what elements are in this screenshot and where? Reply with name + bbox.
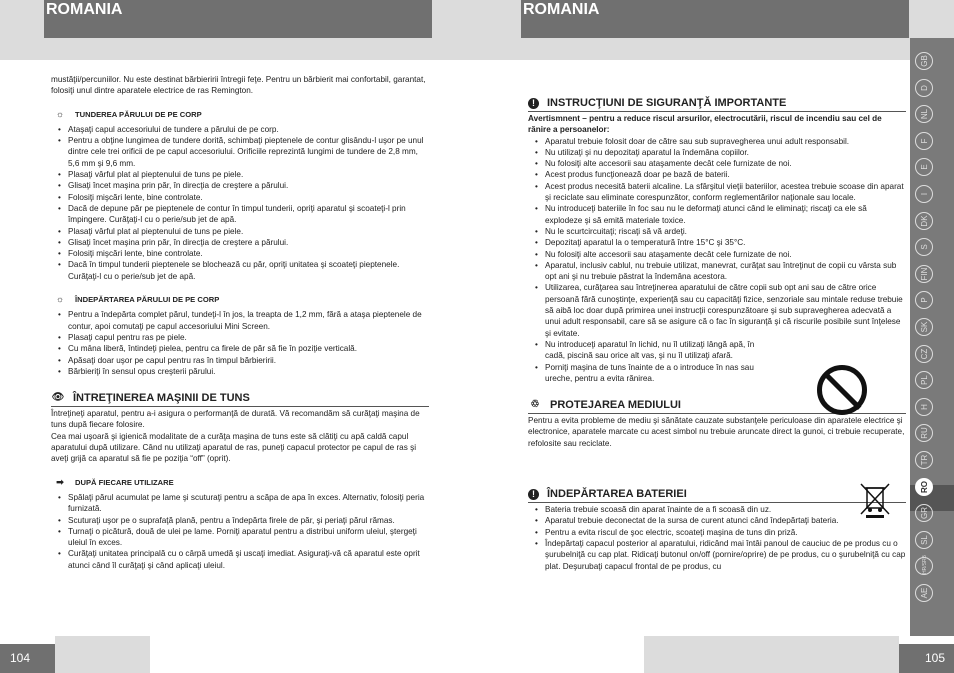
list-item: • Scuturaţi uşor pe o suprafaţă plană, pentru a îndepărta firele de păr, şi periaţi părul rămas.	[51, 515, 429, 526]
list-item: • Nu folosiţi alte accesorii sau ataşamente decât cele furnizate de noi.	[528, 158, 906, 169]
list-item: • Ataşaţi capul accesoriului de tundere a părului de pe corp.	[51, 124, 429, 135]
right-header: ROMANIA	[521, 0, 909, 38]
list-item: • Aparatul trebuie deconectat de la sursa de curent atunci când îndepărtaţi bateria.	[528, 515, 906, 526]
battery-heading: ! ÎNDEPĂRTAREA BATERIEI	[528, 487, 906, 503]
list-item: • Îndepărtaţi capacul posterior al aparatului, ridicând mai întâi panoul de cauciuc de pe produs cu o şurubelniţă cu cap plat. Ridicaţi butonul on/off (pornire/oprire) de pe produs, cu o şurubelniţă cu cap plat. Deşurubaţi capacul frontal de pe produs, cu	[528, 538, 906, 572]
left-header: ROMANIA	[44, 0, 432, 38]
list-item: • Pentru a îndepărta complet părul, tundeţi-l în jos, la treapta de 1,2 mm, fără a ataşa pieptenele de contur, apoi comutaţi pe capul accesoriului Mini Screen.	[51, 309, 429, 332]
list-item: • Pentru a evita riscul de şoc electric, scoateţi maşina de tuns din priză.	[528, 527, 906, 538]
list-item: • Turnaţi o picătură, două de ulei pe lame. Porniţi aparatul pentru a distribui uniform uleiul, ştergeţi uleiul în exces.	[51, 526, 429, 549]
warning-text: Avertismnent – pentru a reduce riscul arsurilor, electrocutării, riscul de incendiu sau cel de rănire a persoanelor:	[528, 114, 882, 135]
after-use-list	[51, 492, 429, 571]
eye-icon: 👁	[51, 392, 65, 404]
warning-icon: !	[528, 489, 539, 500]
language-fin-tab[interactable]: FIN	[915, 265, 933, 283]
maintenance-text-1: Întreţineţi aparatul, pentru a-i asigura o performanţă de durată. Vă recomandăm să curăţaţi maşina de tuns după fiecare folosire.	[51, 409, 420, 430]
list-item: • Glisaţi încet maşina prin păr, în direcţia de creştere a părului.	[51, 237, 429, 248]
remove-subtitle: ☼ ÎNDEPĂRTAREA PĂRULUI DE PE CORP	[51, 294, 429, 305]
list-item: • Folosiţi mişcări lente, bine controlate.	[51, 192, 429, 203]
language-p-tab[interactable]: P	[915, 291, 933, 309]
list-item: • Dacă de depune păr pe pieptenele de contur în timpul tunderii, opriţi aparatul şi scoateţi-l prin împingere. Curăţaţi-l cu o perie/sub jet de apă.	[51, 203, 429, 226]
list-item: • Acest produs necesită baterii alcaline. La sfârşitul vieţii bateriilor, acestea trebuie scoase din aparat şi reciclate sau eliminate corespunzător, conform reglementărilor naţionale sau locale.	[528, 181, 906, 204]
list-item: • Utilizarea, curăţarea sau întreţinerea aparatului de către copii sub opt ani sau de către orice persoană fără cunoştinţe, experienţă sau cu capacităţi fizice, senzoriale sau mintale reduse trebuie să aibă loc doar după primirea unei instrucţii corespunzătoare şi sub supravegherea adecvată a unui adult responsabil, care să se asigure că o fac în siguranţă şi că riscurile posibile sunt înţelese şi evitate.	[528, 282, 906, 338]
list-item: • Curăţaţi unitatea principală cu o cârpă umedă şi uscaţi imediat. Asiguraţi-vă că aparatul este oprit atunci când îl curăţaţi şi când aplicaţi uleiul.	[51, 548, 429, 571]
list-item: • Plasaţi vârful plat al pieptenului de tuns pe piele.	[51, 226, 429, 237]
list-item: • Depozitaţi aparatul la o temperatură între 15°C şi 35°C.	[528, 237, 906, 248]
maintenance-text-2: Cea mai uşoară şi igienică modalitate de a curăţa maşina de tuns este să clătiţi cu apă caldă capul aparatului după utilizare. Când nu utilizaţi aparatul de ras, puneţi capacul protector pe capul de ras şi aveţi grijă ca aparatul să fie pe poziţia “off” (oprit).	[51, 431, 417, 464]
list-item: • Spălaţi părul acumulat pe lame şi scuturaţi pentru a scăpa de apa în exces. Alternativ, folosiţi peria furnizată.	[51, 492, 429, 515]
language-e-tab[interactable]: E	[915, 158, 933, 176]
language-gr-tab[interactable]: GR	[915, 504, 933, 522]
list-item: • Cu mâna liberă, întindeţi pielea, pentru ca firele de păr să fie în poziţie verticală.	[51, 343, 429, 354]
list-item: • Folosiţi mişcări lente, bine controlate.	[51, 248, 429, 259]
battery-list	[528, 504, 906, 572]
arrow-right-icon: ➡	[56, 476, 64, 487]
safety-list	[528, 136, 906, 385]
language-f-tab[interactable]: F	[915, 132, 933, 150]
list-item: • Apăsaţi doar uşor pe capul pentru ras în timpul bărbieririi.	[51, 355, 429, 366]
after-use-subtitle: ➡ DUPĂ FIECARE UTILIZARE	[51, 477, 429, 488]
list-item: • Nu le scurtcircuitaţi; riscaţi să vă ardeţi.	[528, 226, 906, 237]
list-item: • Aparatul, inclusiv cablul, nu trebuie utilizat, manevrat, curăţat sau întreţinut de copii cu vârsta sub opt ani şi nu trebuie păstrat la îndemâna acestora.	[528, 260, 906, 283]
trim-list	[51, 124, 429, 282]
footer-band-right	[644, 636, 899, 673]
language-sl-tab[interactable]: SL	[915, 531, 933, 549]
page-number-right: 105	[899, 644, 954, 673]
warning-icon: !	[528, 98, 539, 109]
list-item: • Pentru a obţine lungimea de tundere dorită, schimbaţi pieptenele de contur glisându-l uşor pe unul dintre cele trei orificii de pe capul accesoriului. Orificiile reprezintă lungimi de tundere de 2,8 mm, 5,6 mm şi 9,6 mm.	[51, 135, 429, 169]
trim-subtitle: ☼ TUNDEREA PĂRULUI DE PE CORP	[51, 109, 429, 120]
maintenance-heading: 👁 ÎNTREŢINEREA MAŞINII DE TUNS	[51, 391, 429, 407]
list-item: • Bateria trebuie scoasă din aparat înainte de a fi scoasă din uz.	[528, 504, 906, 515]
language-i-tab[interactable]: I	[915, 185, 933, 203]
crossed-bin-icon	[858, 480, 892, 518]
language-ru-tab[interactable]: RU	[915, 424, 933, 442]
language-dk-tab[interactable]: DK	[915, 212, 933, 230]
language-cz-tab[interactable]: CZ	[915, 345, 933, 363]
language-nl-tab[interactable]: NL	[915, 105, 933, 123]
intro-text: mustăţii/percuniilor. Nu este destinat bărbieririi întregii feţe. Pentru un bărbierit mai confortabil, garantat, folosiţi unul dintre aparatele electrice de ras Remington.	[51, 75, 426, 96]
page-number-left: 104	[0, 644, 55, 673]
list-item: • Acest produs funcţionează doar pe bază de baterii.	[528, 169, 906, 180]
language-hr-srb-tab[interactable]: HR/SRB	[915, 557, 933, 575]
language-d-tab[interactable]: D	[915, 79, 933, 97]
list-item: • Nu introduceţi bateriile în foc sau nu le deformaţi atunci când le eliminaţi; riscaţi ca ele să explodeze şi să emită materiale toxice.	[528, 203, 906, 226]
list-item: • Plasaţi capul pentru ras pe piele.	[51, 332, 429, 343]
gear-icon: ☼	[55, 108, 65, 119]
list-item: • Porniţi maşina de tuns înainte de a o introduce în nas sau ureche, pentru a evita rănirea.	[528, 362, 760, 385]
no-water-icon	[817, 365, 867, 415]
language-gb-tab[interactable]: GB	[915, 52, 933, 70]
language-tr-tab[interactable]: TR	[915, 451, 933, 469]
language-ae-tab[interactable]: AE	[915, 584, 933, 602]
right-column	[528, 96, 906, 572]
language-h-tab[interactable]: H	[915, 398, 933, 416]
language-sk-tab[interactable]: SK	[915, 318, 933, 336]
list-item: • Aparatul trebuie folosit doar de către sau sub supravegherea unui adult responsabil.	[528, 136, 906, 147]
footer-band-left	[55, 636, 150, 673]
list-item: • Nu utilizaţi şi nu depozitaţi aparatul la îndemâna copiilor.	[528, 147, 906, 158]
gear-icon: ☼	[55, 294, 65, 305]
recycle-icon: ♲	[530, 399, 540, 411]
language-ro-tab[interactable]: RO	[915, 478, 933, 496]
list-item: • Dacă în timpul tunderii pieptenele se blochează cu păr, opriţi unitatea şi scoateţi pieptenele. Curăţaţi-l cu o perie/sub jet de apă.	[51, 259, 429, 282]
language-s-tab[interactable]: S	[915, 238, 933, 256]
safety-heading: ! INSTRUCŢIUNI DE SIGURANŢĂ IMPORTANTE	[528, 96, 906, 112]
left-column	[51, 74, 429, 571]
list-item: • Plasaţi vârful plat al pieptenului de tuns pe piele.	[51, 169, 429, 180]
environment-text: Pentru a evita probleme de mediu şi sănătate cauzate substanţele periculoase din aparatele electrice şi electronice, aparatele marcate cu acest simbol nu trebuie aruncate direct la gunoi, ci trebuie recuperate, refolosite sau reciclate.	[528, 416, 905, 448]
list-item: • Bărbieriţi în sensul opus creşterii părului.	[51, 366, 429, 377]
language-pl-tab[interactable]: PL	[915, 371, 933, 389]
remove-list	[51, 309, 429, 377]
list-item: • Nu folosiţi alte accesorii sau ataşamente decât cele furnizate de noi.	[528, 249, 906, 260]
environment-heading: ♲ PROTEJAREA MEDIULUI	[528, 398, 906, 414]
list-item: • Glisaţi încet maşina prin păr, în direcţia de creştere a părului.	[51, 180, 429, 191]
list-item: • Nu introduceţi aparatul în lichid, nu îl utilizaţi lângă apă, în cadă, piscină sau orice alt vas, şi nu îl utilizaţi afară.	[528, 339, 760, 362]
